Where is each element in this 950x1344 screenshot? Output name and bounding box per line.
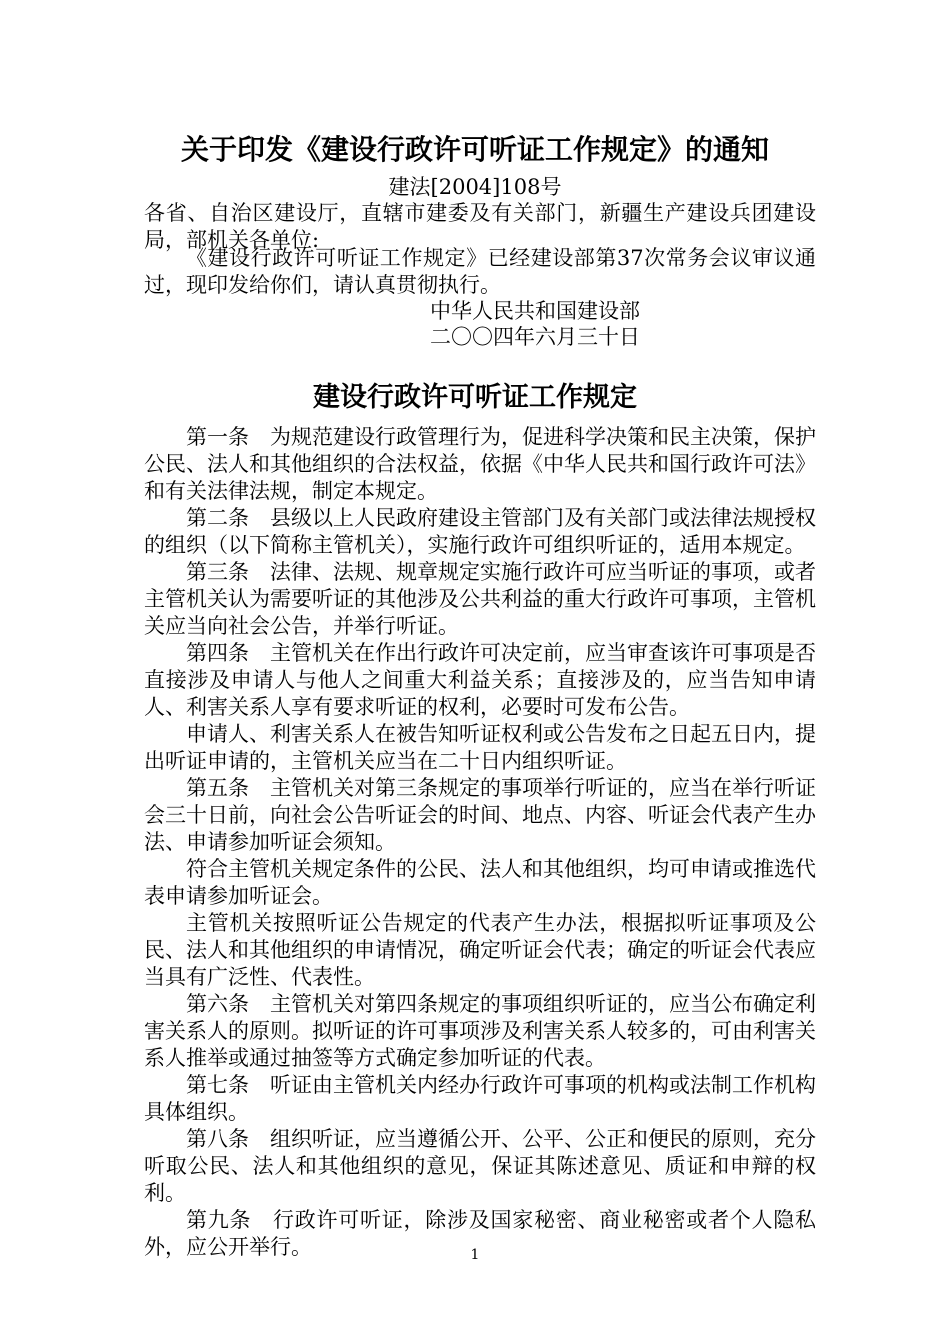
issue-date: 二〇〇四年六月三十日 xyxy=(430,325,640,349)
article-paragraph: 第五条 主管机关对第三条规定的事项举行听证的，应当在举行听证会三十日前，向社会公告听证会的时间、地点、内容、听证会代表产生办法、申请参加听证会须知。 xyxy=(144,776,816,854)
regulation-articles xyxy=(144,424,816,1261)
article-paragraph: 主管机关按照听证公告规定的代表产生办法，根据拟听证事项及公民、法人和其他组织的申请情况，确定听证会代表；确定的听证会代表应当具有广泛性、代表性。 xyxy=(144,911,816,989)
document-number: 建法[2004]108号 xyxy=(388,175,562,199)
article-paragraph: 符合主管机关规定条件的公民、法人和其他组织，均可申请或推选代表申请参加听证会。 xyxy=(144,857,816,908)
article-paragraph: 第三条 法律、法规、规章规定实施行政许可应当听证的事项，或者主管机关认为需要听证的其他涉及公共利益的重大行政许可事项，主管机关应当向社会公告，并举行听证。 xyxy=(144,560,816,638)
regulation-title: 建设行政许可听证工作规定 xyxy=(313,382,637,413)
addressee: 各省、自治区建设厅，直辖市建委及有关部门，新疆生产建设兵团建设局，部机关各单位: xyxy=(144,201,816,252)
article-paragraph: 第七条 听证由主管机关内经办行政许可事项的机构或法制工作机构具体组织。 xyxy=(144,1073,816,1124)
article-paragraph: 第四条 主管机关在作出行政许可决定前，应当审查该许可事项是否直接涉及申请人与他人之间重大利益关系；直接涉及的，应当告知申请人、利害关系人享有要求听证的权利，必要时可发布公告。 xyxy=(144,641,816,719)
issuer: 中华人民共和国建设部 xyxy=(430,299,640,323)
article-paragraph: 第一条 为规范建设行政管理行为，促进科学决策和民主决策，保护公民、法人和其他组织的合法权益，依据《中华人民共和国行政许可法》和有关法律法规，制定本规定。 xyxy=(144,425,816,503)
notice-body: 《建设行政许可听证工作规定》已经建设部第37次常务会议审议通过，现印发给你们，请认真贯彻执行。 xyxy=(144,246,816,297)
notice-title: 关于印发《建设行政许可听证工作规定》的通知 xyxy=(180,133,769,166)
article-paragraph: 第二条 县级以上人民政府建设主管部门及有关部门或法律法规授权的组织（以下简称主管机关），实施行政许可组织听证的，适用本规定。 xyxy=(144,506,816,557)
article-paragraph: 第六条 主管机关对第四条规定的事项组织听证的，应当公布确定利害关系人的原则。拟听证的许可事项涉及利害关系人较多的，可由利害关系人推举或通过抽签等方式确定参加听证的代表。 xyxy=(144,992,816,1070)
article-paragraph: 第九条 行政许可听证，除涉及国家秘密、商业秘密或者个人隐私外，应公开举行。 xyxy=(144,1208,816,1259)
article-paragraph: 申请人、利害关系人在被告知听证权利或公告发布之日起五日内，提出听证申请的，主管机关应当在二十日内组织听证。 xyxy=(144,722,816,773)
page-number: 1 xyxy=(470,1247,480,1263)
article-paragraph: 第八条 组织听证，应当遵循公开、公平、公正和便民的原则，充分听取公民、法人和其他组织的意见，保证其陈述意见、质证和申辩的权利。 xyxy=(144,1127,816,1205)
